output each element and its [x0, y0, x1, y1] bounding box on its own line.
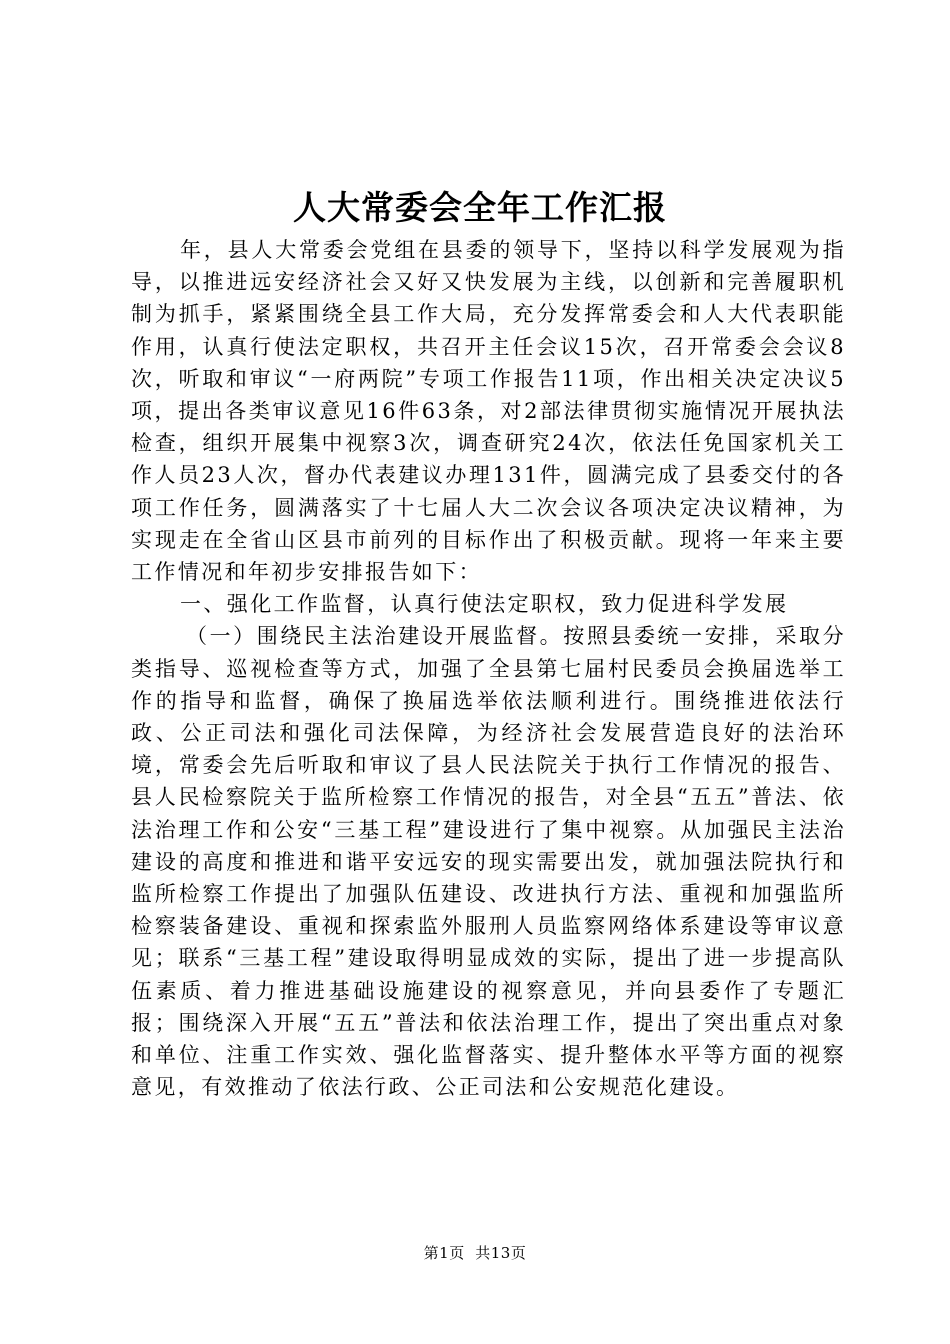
document-title: 人大常委会全年工作汇报: [293, 188, 667, 227]
document-body: [131, 234, 846, 1103]
page-number-label: 第1页 共13页: [423, 1244, 527, 1262]
intro-paragraph: 年，县人大常委会党组在县委的领导下，坚持以科学发展观为指导，以推进远安经济社会又好又快发展为主线，以创新和完善履职机制为抓手，紧紧围绕全县工作大局，充分发挥常委会和人大代表职能作用，认真行使法定职权，共召开主任会议15次，召开常委会会议8次，听取和审议“一府两院”专项工作报告11项，作出相关决定决议5项，提出各类审议意见16件63条，对2部法律贯彻实施情况开展执法检查，组织开展集中视察3次，调查研究24次，依法任免国家机关工作人员23人次，督办代表建议办理131件，圆满完成了县委交付的各项工作任务，圆满落实了十七届人大二次会议各项决定决议精神，为实现走在全省山区县市前列的目标作出了积极贡献。现将一年来主要工作情况和年初步安排报告如下：: [131, 238, 846, 585]
section-heading-1: 一、强化工作监督，认真行使法定职权，致力促进科学发展: [180, 592, 789, 617]
page-footer: [0, 1242, 950, 1264]
subsection-paragraph-1: （一）围绕民主法治建设开展监督。按照县委统一安排，采取分类指导、巡视检查等方式，加强了全县第七届村民委员会换届选举工作的指导和监督，确保了换届选举依法顺利进行。围绕推进依法行政、公正司法和强化司法保障，为经济社会发展营造良好的法治环境，常委会先后听取和审议了县人民法院关于执行工作情况的报告、县人民检察院关于监所检察工作情况的报告，对全县“五五”普法、依法治理工作和公安“三基工程”建设进行了集中视察。从加强民主法治建设的高度和推进和谐平安远安的现实需要出发，就加强法院执行和监所检察工作提出了加强队伍建设、改进执行方法、重视和加强监所检察装备建设、重视和探索监外服刑人员监察网络体系建设等审议意见；联系“三基工程”建设取得明显成效的实际，提出了进一步提高队伍素质、着力推进基础设施建设的视察意见，并向县委作了专题汇报；围绕深入开展“五五”普法和依法治理工作，提出了突出重点对象和单位、注重工作实效、强化监督落实、提升整体水平等方面的视察意见，有效推动了依法行政、公正司法和公安规范化建设。: [131, 624, 846, 1100]
